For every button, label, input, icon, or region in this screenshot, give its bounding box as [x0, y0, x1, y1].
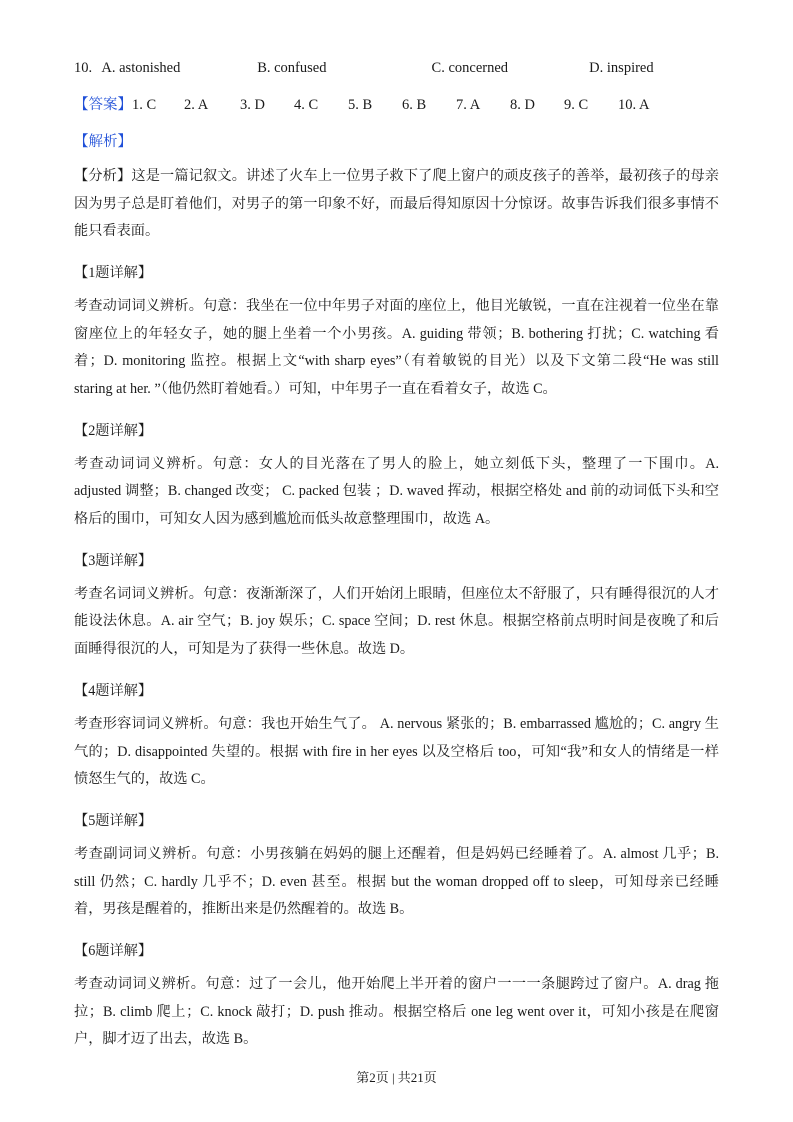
answer-4: 4. C	[294, 96, 319, 113]
answer-10: 10. A	[618, 96, 650, 113]
answer-8: 8. D	[510, 96, 535, 113]
analysis-head: 【分析】	[74, 167, 132, 184]
answer-label: 【答案】	[74, 96, 132, 113]
explanation-label: 【解析】	[74, 133, 132, 150]
answer-5: 5. B	[348, 96, 373, 113]
spacer	[92, 58, 101, 80]
option-a: A. astonished	[101, 60, 181, 76]
analysis-paragraph	[74, 163, 719, 246]
question-block-6	[74, 938, 719, 1054]
options-line-10	[74, 58, 719, 80]
option-c: C. concerned	[431, 60, 509, 76]
question-3-text: 考查名词词义辨析。句意：夜渐渐深了，人们开始闭上眼睛，但座位太不舒服了，只有睡得很沉的人才能设法休息。A. air 空气；B. joy 娱乐；C. space 空间；D. rest 休息。根据空格前点明时间是夜晚了和后面睡得很沉的人，可知是为了获得一些休息。故选 D。	[74, 585, 719, 658]
answer-6: 6. B	[402, 96, 427, 113]
question-5-head: 【5题详解】	[74, 812, 153, 829]
question-1-text: 考查动词词义辨析。句意：我坐在一位中年男子对面的座位上，他目光敏锐，一直在注视着一位坐在靠窗座位上的年轻女子，她的腿上坐着一个小男孩。A. guiding 带领；B. bothering 打扰；C. watching 看着；D. monitoring 监控。根据上文“with sharp eyes”（有着敏锐的目光）以及下文第二段“He was still staring at her. ”（他仍然盯着她看。）可知，中年男子一直在看着女子，故选 C。	[74, 297, 719, 398]
question-block-1	[74, 260, 719, 404]
question-6-text: 考查动词词义辨析。句意：过了一会儿，他开始爬上半开着的窗户一一一条腿跨过了窗户。A. drag 拖拉；B. climb 爬上；C. knock 敲打；D. push 推动。根据空格后 one leg went over it，可知小孩是在爬窗户，脚才迈了出去，故选 B。	[74, 975, 719, 1048]
answer-line	[74, 94, 719, 117]
question-1-head: 【1题详解】	[74, 265, 153, 281]
answer-2: 2. A	[184, 96, 209, 113]
question-2-head: 【2题详解】	[74, 422, 153, 439]
question-5-text: 考查副词词义辨析。句意：小男孩躺在妈妈的腿上还醒着，但是妈妈已经睡着了。A. almost 几乎；B. still 仍然；C. hardly 几乎不；D. even 甚至。根据 but the woman dropped off to sleep，可知母亲已经睡着，男孩是醒着的，推断出来是仍然醒着的。故选 B。	[74, 845, 719, 918]
option-number: 10.	[74, 60, 93, 76]
answer-1: 1. C	[132, 96, 157, 113]
answer-7: 7. A	[456, 96, 481, 113]
question-4-text: 考查形容词词义辨析。句意：我也开始生气了。 A. nervous 紧张的；B. embarrassed 尴尬的；C. angry 生气的；D. disappointed 失望的。根据 with fire in her eyes 以及空格后 too，可知“我”和女人的情绪是一样愤怒生气的，故选 C。	[74, 715, 719, 788]
page-footer: 第2页 | 共21页	[356, 1070, 437, 1085]
answer-3: 3. D	[240, 96, 265, 113]
question-block-4	[74, 678, 719, 794]
question-2-text: 考查动词词义辨析。句意：女人的目光落在了男人的脸上，她立刻低下头，整理了一下围巾。A. adjusted 调整；B. changed 改变； C. packed 包装 ；D. waved 挥动，根据空格处 and 前的动词低下头和空格后的围巾，可知女人因为感到尴尬而低头故意整理围巾，故选 A。	[74, 455, 719, 528]
question-6-head: 【6题详解】	[74, 942, 153, 959]
option-b: B. confused	[257, 60, 327, 76]
question-block-2	[74, 418, 719, 534]
question-block-5	[74, 808, 719, 924]
option-d: D. inspired	[589, 60, 654, 76]
answer-9: 9. C	[564, 96, 589, 113]
question-block-3	[74, 548, 719, 664]
question-4-head: 【4题详解】	[74, 682, 153, 699]
analysis-text: 这是一篇记叙文。讲述了火车上一位男子救下了爬上窗户的顽皮孩子的善举，最初孩子的母亲因为男子总是盯着他们，对男子的第一印象不好，而最后得知原因十分惊讶。故事告诉我们很多事情不能只看表面。	[74, 167, 719, 240]
question-3-head: 【3题详解】	[74, 552, 153, 569]
